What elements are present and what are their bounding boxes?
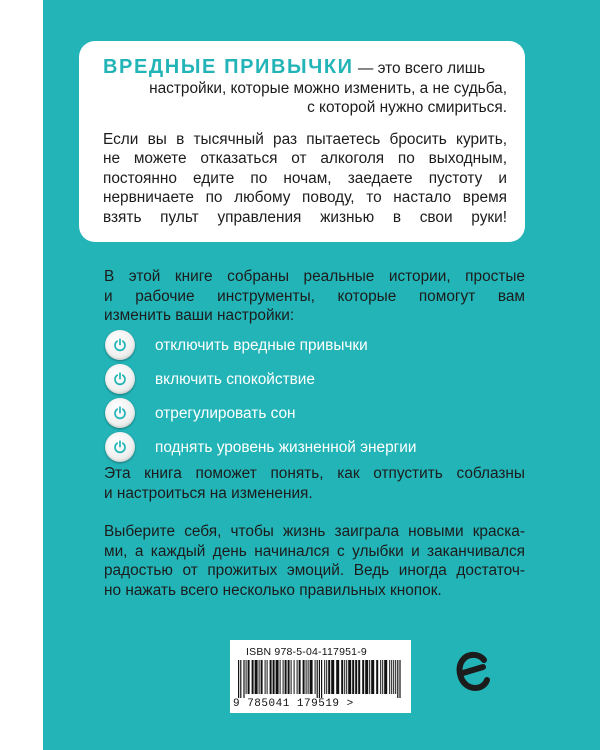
about-line: В этой книге собраны реальные истории, простые: [104, 268, 525, 285]
barcode-bar: [270, 660, 272, 694]
about-line: и рабочие инструменты, которые помогут вам: [104, 287, 525, 305]
barcode-bar: [259, 660, 260, 694]
barcode-bar: [384, 660, 387, 694]
barcode-bar: [399, 660, 400, 698]
barcode-bar: [288, 660, 290, 694]
barcode-bar: [365, 660, 368, 694]
power-icon: [105, 398, 135, 428]
publisher-logo-icon: [455, 650, 491, 698]
barcode-bar: [261, 660, 263, 694]
feature-label: отрегулировать сон: [155, 404, 296, 422]
barcode-bar: [355, 660, 357, 694]
barcode-bar: [273, 660, 275, 694]
barcode-bar: [317, 660, 318, 698]
feature-label: поднять уровень жизненной энергии: [155, 438, 417, 456]
barcode-bar: [243, 660, 244, 698]
barcode-digits: 9 785041 179519 >: [233, 698, 354, 710]
barcode-bar: [326, 660, 327, 694]
feature-list: [105, 328, 525, 464]
barcode-bar: [371, 660, 374, 694]
barcode-bar: [308, 660, 309, 694]
barcode-bar: [276, 660, 279, 694]
feature-item: [105, 396, 525, 430]
barcode-bar: [382, 660, 383, 694]
barcode-bar: [240, 660, 241, 698]
barcode-bar: [389, 660, 390, 694]
barcode-bar: [362, 660, 364, 694]
barcode-bar: [291, 660, 292, 694]
help-paragraph: [104, 464, 525, 503]
intro-body-line: нервничаете по любому поводу, то настало время: [103, 189, 507, 206]
barcode-bar: [315, 660, 316, 694]
barcode-bar: [336, 660, 339, 694]
barcode-bar: [294, 660, 295, 694]
intro-lead-text: — это всего лишь: [353, 60, 486, 77]
barcode-bar: [358, 660, 360, 694]
isbn-number: ISBN 978-5-04-117951-9: [246, 646, 367, 658]
barcode-bar: [346, 660, 347, 694]
barcode-bar: [344, 660, 345, 694]
barcode-bar: [328, 660, 330, 694]
intro-body-line: постоянно едите по ночам, заедаете пустоту и: [103, 169, 507, 187]
barcode-bar: [255, 660, 258, 694]
barcode-bar: [391, 660, 392, 694]
barcode-bar: [306, 660, 307, 694]
barcode-bar: [280, 660, 281, 694]
barcode-bar: [395, 660, 396, 694]
choose-line: но нажать всего несколько правильных кнопок.: [104, 581, 442, 599]
intro-body-line: не можете отказаться от алкоголя по выходным,: [103, 150, 507, 167]
barcode-bar: [248, 660, 250, 694]
barcode-bar: [352, 660, 354, 694]
intro-lead-line-2: настройки, которые можно изменить, а не судьба,: [149, 79, 507, 97]
barcode-bar: [283, 660, 284, 694]
barcode-bar: [285, 660, 287, 694]
feature-label: включить спокойствие: [155, 370, 315, 388]
barcode-bar: [297, 660, 298, 694]
feature-item: [105, 430, 525, 464]
intro-body-line: Если вы в тысячный раз пытаетесь бросить курить,: [103, 130, 507, 148]
barcode-bar: [310, 660, 313, 694]
barcode-bar: [397, 660, 398, 698]
headline: ВРЕДНЫЕ ПРИВЫЧКИ: [103, 56, 354, 78]
barcode-bar: [376, 660, 378, 694]
barcode-bar: [341, 660, 343, 694]
barcode-bar: [393, 660, 394, 694]
choose-line: Выберите себя, чтобы жизнь заиграла новыми краска-: [104, 523, 525, 540]
barcode-bar: [380, 660, 381, 694]
about-paragraph: [104, 267, 525, 326]
about-line: изменить ваши настройки:: [104, 307, 295, 324]
power-icon: [105, 364, 135, 394]
barcode-bar: [265, 660, 266, 694]
barcode-bar: [319, 660, 320, 698]
choose-line: ми, а каждый день начинался с улыбки и заканчивался: [104, 542, 525, 560]
barcode-bar: [299, 660, 301, 694]
barcode-bar: [238, 660, 239, 698]
barcode-bar: [252, 660, 254, 694]
barcode-bars: [236, 660, 406, 698]
power-icon: [105, 330, 135, 360]
intro-body-line: взять пульт управления жизнью в свои руки!: [103, 208, 507, 226]
barcode-bar: [331, 660, 334, 694]
power-icon: [105, 432, 135, 462]
intro-lead-line-3: с которой нужно смириться.: [307, 99, 507, 116]
help-line: Эта книга поможет понять, как отпустить соблазны: [104, 465, 525, 482]
barcode-bar: [369, 660, 370, 694]
intro-body: [103, 130, 507, 228]
choose-paragraph: [104, 522, 525, 600]
intro-card: [79, 41, 525, 242]
barcode-bar: [246, 660, 247, 694]
intro-lead: [103, 58, 507, 118]
barcode-bar: [267, 660, 268, 694]
help-line: и настроиться на изменения.: [104, 484, 313, 502]
feature-item: [105, 362, 525, 396]
barcode-bar: [321, 660, 322, 698]
feature-item: [105, 328, 525, 362]
barcode-bar: [348, 660, 351, 694]
feature-label: отключить вредные привычки: [155, 336, 368, 354]
barcode-bar: [303, 660, 305, 694]
barcode-bar: [324, 660, 325, 694]
intro-lead-line-1: [103, 58, 507, 79]
choose-line: радостью от прожитых эмоций. Ведь иногда достаточ-: [104, 562, 525, 579]
